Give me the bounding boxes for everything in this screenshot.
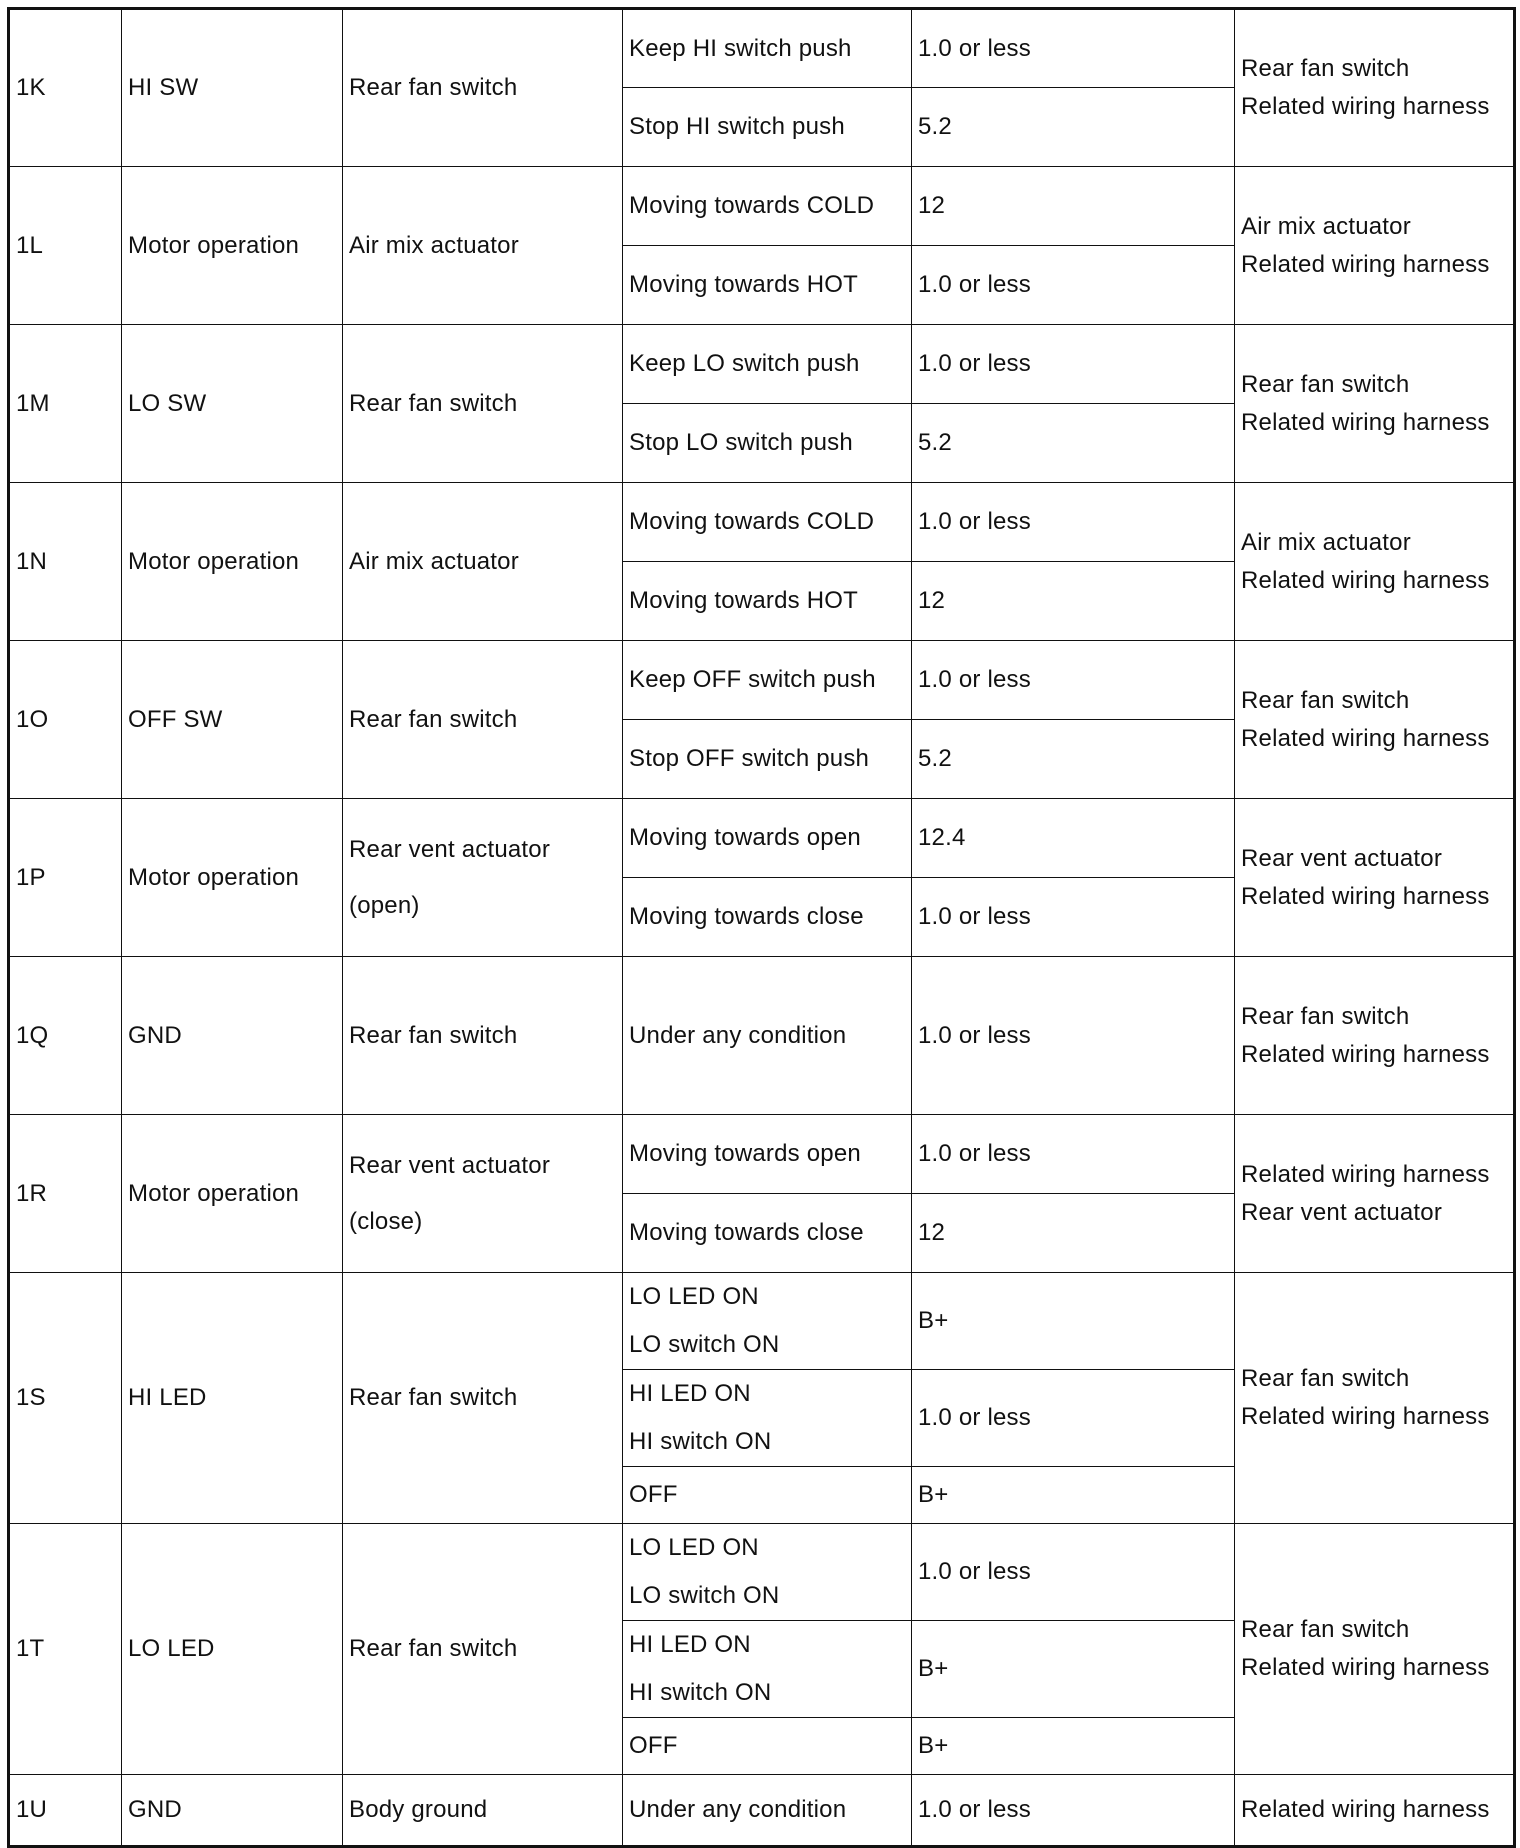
condition-line: Stop OFF switch push (629, 745, 870, 772)
voltage-cell: 1.0 or less (912, 1524, 1235, 1621)
item-cell: GND (122, 957, 343, 1115)
component-line: Rear fan switch (349, 389, 518, 417)
cause-cell (1235, 325, 1515, 483)
cause-item (1241, 1795, 1513, 1825)
component-line: Rear vent actuator (349, 835, 551, 863)
condition-line: HI LED ON (629, 1380, 751, 1407)
cause-list (1241, 1795, 1513, 1825)
cause-list (1241, 1364, 1513, 1432)
terminal-cell: 1N (9, 483, 122, 641)
cause-item (1241, 1402, 1513, 1432)
cause-list (1241, 844, 1513, 912)
component-cell (343, 1524, 623, 1775)
condition-line: HI switch ON (629, 1679, 772, 1706)
cause-item (1241, 1615, 1513, 1645)
condition-cell (623, 1621, 912, 1718)
voltage-cell: B+ (912, 1621, 1235, 1718)
condition-cell (623, 246, 912, 325)
cause-cell (1235, 167, 1515, 325)
condition-cell (623, 720, 912, 799)
cause-list (1241, 370, 1513, 438)
component-cell (343, 1775, 623, 1847)
component-line: Rear fan switch (349, 1384, 518, 1411)
condition-line: Moving towards close (629, 903, 864, 930)
condition-cell (623, 878, 912, 957)
cause-text: Related wiring harness (1241, 93, 1490, 120)
component-line: Rear fan switch (349, 74, 518, 101)
voltage-cell: 1.0 or less (912, 246, 1235, 325)
cause-cell (1235, 641, 1515, 799)
voltage-cell: B+ (912, 1718, 1235, 1775)
cause-text: Rear vent actuator (1241, 844, 1443, 872)
condition-cell (623, 167, 912, 246)
component-line: Rear vent actuator (349, 1151, 551, 1179)
condition-cell (623, 562, 912, 641)
cause-item (1241, 844, 1513, 874)
component-cell (343, 1273, 623, 1524)
cause-item (1241, 408, 1513, 438)
terminal-cell: 1U (9, 1775, 122, 1847)
voltage-cell: 1.0 or less (912, 483, 1235, 562)
cause-text: Rear fan switch (1241, 370, 1410, 398)
voltage-cell: 1.0 or less (912, 1370, 1235, 1467)
cause-list (1241, 54, 1513, 122)
condition-line: LO switch ON (629, 1331, 780, 1358)
condition-line: HI switch ON (629, 1428, 772, 1455)
cause-cell (1235, 9, 1515, 167)
condition-line: Under any condition (629, 1796, 847, 1823)
condition-cell (623, 1775, 912, 1847)
cause-text: Related wiring harness (1241, 724, 1490, 752)
cause-text: Air mix actuator (1241, 212, 1411, 240)
cause-cell (1235, 1775, 1515, 1847)
cause-list (1241, 212, 1513, 280)
cause-item (1241, 528, 1513, 558)
cause-text: Related wiring harness (1241, 1796, 1490, 1823)
condition-cell (623, 1524, 912, 1621)
item-cell: Motor operation (122, 483, 343, 641)
item-cell: Motor operation (122, 1115, 343, 1273)
cause-item (1241, 1040, 1513, 1070)
voltage-cell: 5.2 (912, 404, 1235, 483)
terminal-spec-table (7, 7, 1516, 1848)
component-line: Rear fan switch (349, 1021, 518, 1049)
cause-item (1241, 212, 1513, 242)
component-cell (343, 799, 623, 957)
component-cell (343, 1115, 623, 1273)
condition-line: Keep HI switch push (629, 34, 852, 62)
condition-line: HI LED ON (629, 1631, 751, 1658)
voltage-cell: B+ (912, 1273, 1235, 1370)
terminal-cell: 1L (9, 167, 122, 325)
condition-cell (623, 88, 912, 167)
voltage-cell: 1.0 or less (912, 9, 1235, 88)
cause-item (1241, 250, 1513, 280)
voltage-cell: 1.0 or less (912, 957, 1235, 1115)
terminal-cell: 1Q (9, 957, 122, 1115)
voltage-cell: 12 (912, 167, 1235, 246)
item-cell: GND (122, 1775, 343, 1847)
cause-text: Related wiring harness (1241, 408, 1490, 436)
cause-item (1241, 566, 1513, 596)
condition-line: Moving towards open (629, 1140, 861, 1167)
component-line: Rear fan switch (349, 705, 518, 733)
cause-text: Rear fan switch (1241, 1365, 1410, 1392)
condition-cell (623, 1194, 912, 1273)
condition-cell (623, 1370, 912, 1467)
table-row (9, 1273, 1515, 1370)
component-line: Air mix actuator (349, 231, 519, 259)
condition-line: Under any condition (629, 1021, 847, 1049)
terminal-cell: 1M (9, 325, 122, 483)
cause-list (1241, 1160, 1513, 1228)
terminal-cell: 1S (9, 1273, 122, 1524)
terminal-cell: 1R (9, 1115, 122, 1273)
item-cell: LO SW (122, 325, 343, 483)
cause-cell (1235, 1115, 1515, 1273)
table-row (9, 1775, 1515, 1847)
table-row (9, 325, 1515, 404)
cause-list (1241, 528, 1513, 596)
cause-text: Related wiring harness (1241, 1160, 1490, 1188)
voltage-cell: 12.4 (912, 799, 1235, 878)
terminal-cell: 1O (9, 641, 122, 799)
item-cell: LO LED (122, 1524, 343, 1775)
component-line: Body ground (349, 1796, 488, 1823)
cause-item (1241, 92, 1513, 122)
component-cell (343, 957, 623, 1115)
cause-item (1241, 1364, 1513, 1394)
terminal-cell: 1P (9, 799, 122, 957)
cause-cell (1235, 799, 1515, 957)
condition-line: OFF (629, 1732, 678, 1759)
condition-cell (623, 325, 912, 404)
cause-text: Rear fan switch (1241, 55, 1410, 82)
condition-cell (623, 9, 912, 88)
cause-text: Rear fan switch (1241, 1616, 1410, 1643)
cause-item (1241, 370, 1513, 400)
condition-cell (623, 483, 912, 562)
component-cell (343, 483, 623, 641)
cause-item (1241, 1002, 1513, 1032)
table-row (9, 483, 1515, 562)
condition-cell (623, 641, 912, 720)
cause-list (1241, 1002, 1513, 1070)
condition-line: Keep OFF switch push (629, 666, 876, 693)
table-row (9, 1524, 1515, 1621)
cause-item (1241, 1653, 1513, 1683)
condition-cell (623, 404, 912, 483)
cause-item (1241, 1160, 1513, 1190)
cause-item (1241, 686, 1513, 716)
cause-text: Air mix actuator (1241, 528, 1411, 556)
voltage-cell: 1.0 or less (912, 325, 1235, 404)
cause-text: Related wiring harness (1241, 1654, 1490, 1681)
component-line: (close) (349, 1207, 423, 1235)
cause-text: Rear vent actuator (1241, 1198, 1443, 1226)
cause-item (1241, 882, 1513, 912)
component-line: Rear fan switch (349, 1635, 518, 1662)
voltage-cell: 5.2 (912, 720, 1235, 799)
cause-list (1241, 1615, 1513, 1683)
component-line: (open) (349, 891, 420, 919)
condition-line: Moving towards close (629, 1219, 864, 1246)
condition-line: Moving towards HOT (629, 271, 858, 298)
cause-text: Related wiring harness (1241, 250, 1490, 278)
table-row (9, 167, 1515, 246)
cause-text: Related wiring harness (1241, 566, 1490, 594)
component-cell (343, 641, 623, 799)
item-cell: HI LED (122, 1273, 343, 1524)
voltage-cell: 1.0 or less (912, 1775, 1235, 1847)
table-body (9, 9, 1515, 1847)
condition-cell (623, 1718, 912, 1775)
terminal-cell: 1T (9, 1524, 122, 1775)
cause-cell (1235, 1273, 1515, 1524)
item-cell: Motor operation (122, 167, 343, 325)
cause-cell (1235, 483, 1515, 641)
component-cell (343, 9, 623, 167)
table-row (9, 1115, 1515, 1194)
cause-text: Related wiring harness (1241, 1403, 1490, 1430)
table-row (9, 957, 1515, 1115)
voltage-cell: 12 (912, 1194, 1235, 1273)
component-line: Air mix actuator (349, 547, 519, 575)
condition-line: Stop LO switch push (629, 429, 853, 456)
table-row (9, 641, 1515, 720)
item-cell: HI SW (122, 9, 343, 167)
cause-cell (1235, 1524, 1515, 1775)
voltage-cell: 1.0 or less (912, 641, 1235, 720)
voltage-cell: 5.2 (912, 88, 1235, 167)
condition-line: LO LED ON (629, 1534, 759, 1561)
terminal-cell: 1K (9, 9, 122, 167)
cause-item (1241, 54, 1513, 84)
condition-line: Moving towards HOT (629, 587, 858, 614)
condition-line: Moving towards COLD (629, 508, 875, 535)
condition-cell (623, 1273, 912, 1370)
component-cell (343, 167, 623, 325)
condition-line: Moving towards COLD (629, 192, 875, 219)
cause-text: Related wiring harness (1241, 1040, 1490, 1068)
cause-text: Related wiring harness (1241, 882, 1490, 910)
condition-line: LO LED ON (629, 1283, 759, 1310)
condition-cell (623, 957, 912, 1115)
cause-item (1241, 1198, 1513, 1228)
cause-text: Rear fan switch (1241, 686, 1410, 714)
voltage-cell: 12 (912, 562, 1235, 641)
condition-line: Keep LO switch push (629, 350, 860, 377)
condition-line: Stop HI switch push (629, 113, 845, 140)
condition-line: Moving towards open (629, 824, 861, 851)
condition-line: OFF (629, 1481, 678, 1508)
voltage-cell: 1.0 or less (912, 878, 1235, 957)
voltage-cell: B+ (912, 1467, 1235, 1524)
component-cell (343, 325, 623, 483)
table-row (9, 9, 1515, 88)
item-cell: Motor operation (122, 799, 343, 957)
table-row (9, 799, 1515, 878)
item-cell: OFF SW (122, 641, 343, 799)
cause-cell (1235, 957, 1515, 1115)
condition-cell (623, 799, 912, 878)
condition-line: LO switch ON (629, 1582, 780, 1609)
voltage-cell: 1.0 or less (912, 1115, 1235, 1194)
cause-item (1241, 724, 1513, 754)
condition-cell (623, 1467, 912, 1524)
cause-text: Rear fan switch (1241, 1002, 1410, 1030)
condition-cell (623, 1115, 912, 1194)
cause-list (1241, 686, 1513, 754)
